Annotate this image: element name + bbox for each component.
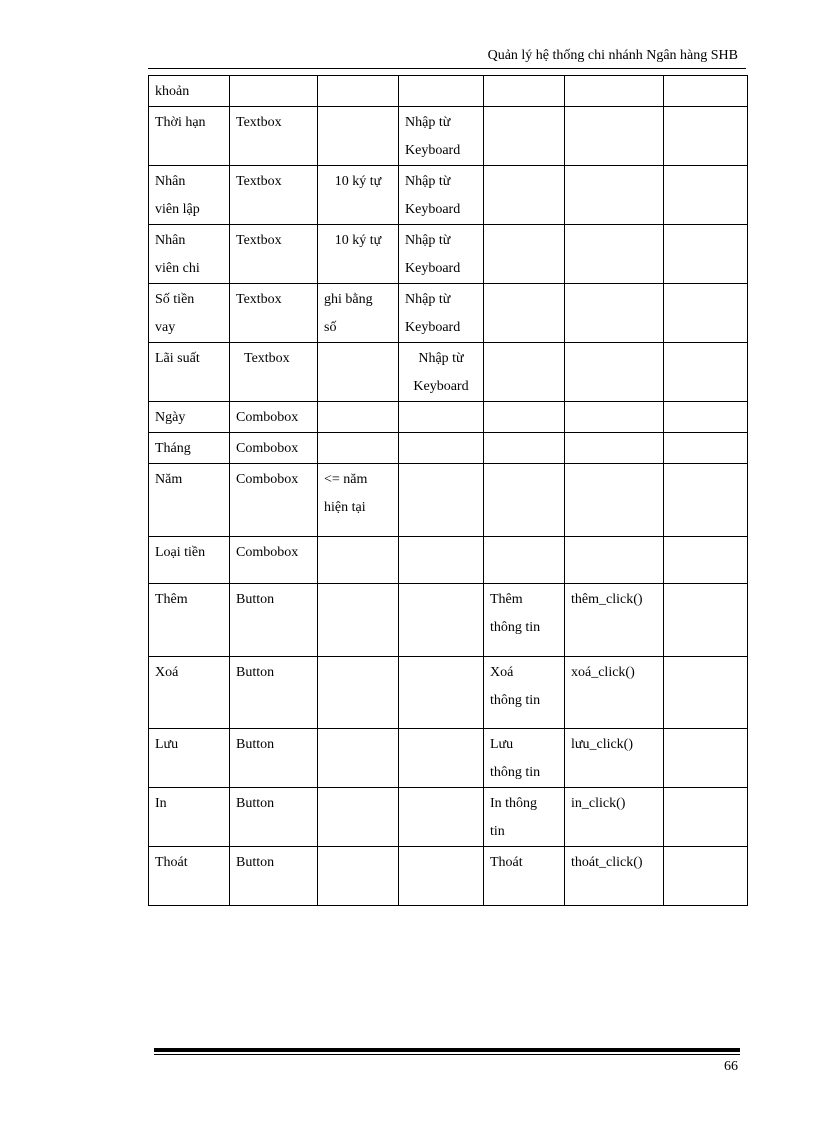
table-cell: Textbox <box>230 343 318 402</box>
table-cell: In <box>149 788 230 847</box>
table-cell <box>484 402 565 433</box>
table-cell: Nhập từ Keyboard <box>399 284 484 343</box>
table-cell: 10 ký tự <box>318 225 399 284</box>
table-cell: 10 ký tự <box>318 166 399 225</box>
table-cell: Tháng <box>149 433 230 464</box>
table-row <box>149 847 748 906</box>
table-row <box>149 788 748 847</box>
table-cell <box>484 225 565 284</box>
table-cell: Nhập từ Keyboard <box>399 343 484 402</box>
table-cell: <= năm hiện tại <box>318 464 399 537</box>
table-row <box>149 584 748 657</box>
table-cell: Textbox <box>230 284 318 343</box>
table-cell <box>664 433 748 464</box>
table-cell <box>565 433 664 464</box>
table-cell <box>484 107 565 166</box>
table-cell: Ngày <box>149 402 230 433</box>
table-cell <box>318 402 399 433</box>
table-cell <box>399 464 484 537</box>
table-cell <box>664 464 748 537</box>
table-cell: Thêm <box>149 584 230 657</box>
table-cell <box>399 584 484 657</box>
table-cell <box>664 657 748 729</box>
table-cell: Thoát <box>484 847 565 906</box>
table-cell <box>399 788 484 847</box>
table-cell <box>484 464 565 537</box>
table-cell <box>318 433 399 464</box>
table-cell: in_click() <box>565 788 664 847</box>
table-cell <box>318 788 399 847</box>
table-cell <box>399 433 484 464</box>
table-cell <box>664 107 748 166</box>
table-cell <box>664 76 748 107</box>
table-cell: Button <box>230 788 318 847</box>
table-cell <box>565 166 664 225</box>
table-cell: xoá_click() <box>565 657 664 729</box>
table-cell <box>484 537 565 584</box>
table-cell: Thêm thông tin <box>484 584 565 657</box>
table-cell <box>565 537 664 584</box>
table-cell: Số tiền vay <box>149 284 230 343</box>
table-cell: Textbox <box>230 107 318 166</box>
table-cell <box>664 847 748 906</box>
table-row <box>149 657 748 729</box>
table-cell: Combobox <box>230 537 318 584</box>
table-cell: Nhập từ Keyboard <box>399 166 484 225</box>
table-cell: Nhập từ Keyboard <box>399 107 484 166</box>
table-cell <box>664 284 748 343</box>
table-cell: Textbox <box>230 166 318 225</box>
table-cell: khoản <box>149 76 230 107</box>
table-cell <box>318 584 399 657</box>
page-number: 66 <box>724 1059 738 1074</box>
table-cell: Combobox <box>230 433 318 464</box>
table-cell <box>318 537 399 584</box>
table-cell: Năm <box>149 464 230 537</box>
table-row <box>149 729 748 788</box>
table-row <box>149 166 748 225</box>
table-cell <box>484 284 565 343</box>
table-cell <box>230 76 318 107</box>
table-cell <box>318 657 399 729</box>
table-cell: Nhân viên lập <box>149 166 230 225</box>
table-cell <box>318 729 399 788</box>
table-cell: Thoát <box>149 847 230 906</box>
table-cell <box>664 788 748 847</box>
table-cell <box>565 284 664 343</box>
table-cell: Combobox <box>230 464 318 537</box>
table-row <box>149 284 748 343</box>
table-cell: ghi bằng số <box>318 284 399 343</box>
table-cell: Thời hạn <box>149 107 230 166</box>
table-cell: Lãi suất <box>149 343 230 402</box>
table-cell <box>664 225 748 284</box>
table-cell: Button <box>230 657 318 729</box>
table-cell: Xoá thông tin <box>484 657 565 729</box>
table-cell <box>318 76 399 107</box>
table-cell: Nhân viên chi <box>149 225 230 284</box>
table-cell <box>664 584 748 657</box>
table-cell: Lưu <box>149 729 230 788</box>
table-cell <box>565 76 664 107</box>
header-divider <box>148 68 746 69</box>
table-cell: thoát_click() <box>565 847 664 906</box>
table-cell <box>664 729 748 788</box>
table-cell <box>565 402 664 433</box>
table-cell <box>664 537 748 584</box>
table-row <box>149 76 748 107</box>
table-cell <box>318 343 399 402</box>
table-cell: Nhập từ Keyboard <box>399 225 484 284</box>
table-row <box>149 225 748 284</box>
table-cell: In thông tin <box>484 788 565 847</box>
table-cell: Button <box>230 729 318 788</box>
table-cell <box>318 847 399 906</box>
table-cell: Lưu thông tin <box>484 729 565 788</box>
table-cell <box>565 107 664 166</box>
table-cell: Loại tiền <box>149 537 230 584</box>
table-cell <box>399 537 484 584</box>
table-cell <box>664 343 748 402</box>
table-cell <box>484 166 565 225</box>
table-cell <box>399 657 484 729</box>
table-cell <box>484 343 565 402</box>
footer-divider-thick <box>154 1048 740 1052</box>
table-row <box>149 343 748 402</box>
table-cell <box>399 847 484 906</box>
table-cell <box>399 402 484 433</box>
control-spec-table <box>148 75 748 906</box>
table-cell: Xoá <box>149 657 230 729</box>
table-row <box>149 107 748 166</box>
table-cell: Button <box>230 584 318 657</box>
table-row <box>149 402 748 433</box>
table-cell <box>399 729 484 788</box>
table-row <box>149 464 748 537</box>
table-cell <box>664 166 748 225</box>
table-cell: Button <box>230 847 318 906</box>
table-cell <box>565 343 664 402</box>
table-cell: lưu_click() <box>565 729 664 788</box>
table-cell <box>664 402 748 433</box>
table-row <box>149 433 748 464</box>
table-cell <box>399 76 484 107</box>
running-header: Quản lý hệ thống chi nhánh Ngân hàng SHB <box>487 48 738 63</box>
table-cell: thêm_click() <box>565 584 664 657</box>
table-row <box>149 537 748 584</box>
table-cell: Textbox <box>230 225 318 284</box>
table-cell <box>318 107 399 166</box>
footer-divider-thin <box>154 1054 740 1055</box>
table-cell <box>565 464 664 537</box>
table-cell: Combobox <box>230 402 318 433</box>
table-cell <box>484 76 565 107</box>
table-cell <box>565 225 664 284</box>
table-cell <box>484 433 565 464</box>
